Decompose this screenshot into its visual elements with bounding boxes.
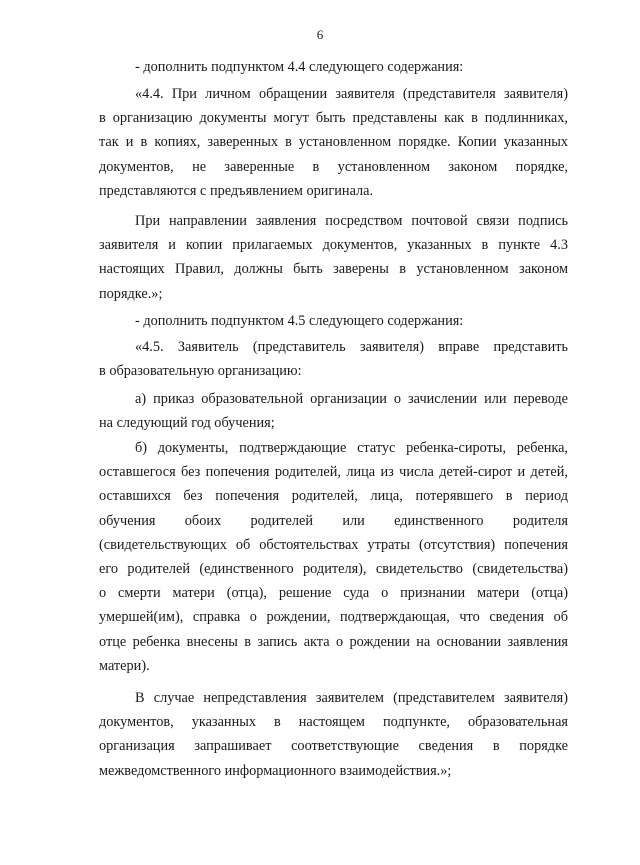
text-line: - дополнить подпунктом 4.5 следующего содержания: [135,313,464,329]
text-line: а) приказ образовательной организации о зачислении или переводе [135,391,568,407]
text-line: - дополнить подпунктом 4.4 следующего содержания: [135,59,464,75]
text-line: на следующий год обучения; [99,415,275,432]
text-line: «4.4. При личном обращении заявителя (представителя заявителя) [135,86,568,102]
text-line: в организацию документы могут быть представлены как в подлинниках, [99,110,568,127]
text-line: В случае непредставления заявителем (представителем заявителя) [135,690,568,706]
text-line: оставшихся без попечения родителей, лица, потерявшего в период [99,488,568,505]
text-line: матери). [99,657,150,674]
text-line: б) документы, подтверждающие статус ребенка-сироты, ребенка, [135,440,568,456]
text-line: (свидетельствующих об обстоятельствах утраты (отсутствия) попечения [99,536,568,553]
text-line: порядке.»; [99,285,163,302]
paragraph-item-b [99,436,568,678]
text-line: «4.5. Заявитель (представитель заявителя) вправе представить [135,339,568,355]
text-line: организация запрашивает соответствующие сведения в порядке [99,738,568,755]
text-line: представляются с предъявлением оригинала. [99,182,374,199]
text-line: настоящих Правил, должны быть заверены в установленном законом [99,261,568,278]
text-line: его родителей (единственного родителя), свидетельство (свидетельства) [99,561,568,578]
text-line: в образовательную организацию: [99,363,302,380]
text-line: заявителя и копии прилагаемых документов, указанных в пункте 4.3 [99,237,568,254]
text-line: документов, не заверенные в установленном законом порядке, [99,158,568,175]
text-line: умершей(им), справка о рождении, подтверждающая, что сведения об [99,609,568,626]
page-number: 6 [316,27,324,42]
paragraph-interagency [99,686,568,783]
paragraph-postal [99,209,568,306]
text-line: межведомственного информационного взаимодействия.»; [99,762,452,779]
text-line: так и в копиях, заверенных в установленном порядке. Копии указанных [99,134,568,151]
paragraph-amend-4-4 [99,55,568,79]
paragraph-amend-4-5 [99,309,568,333]
paragraph-4-4 [99,82,568,203]
text-line: о смерти матери (отца), решение суда о признании матери (отца) [99,585,568,602]
paragraph-4-5 [99,335,568,383]
text-line: отце ребенка внесены в запись акта о рождении на основании заявления [99,633,568,650]
text-line: оставшегося без попечения родителей, лица из числа детей-сирот и детей, [99,464,568,481]
paragraph-item-a [99,387,568,435]
text-line: документов, указанных в настоящем подпункте, образовательная [99,714,568,731]
text-line: При направлении заявления посредством почтовой связи подпись [135,213,568,229]
text-line: обучения обоих родителей или единственного родителя [99,512,568,529]
